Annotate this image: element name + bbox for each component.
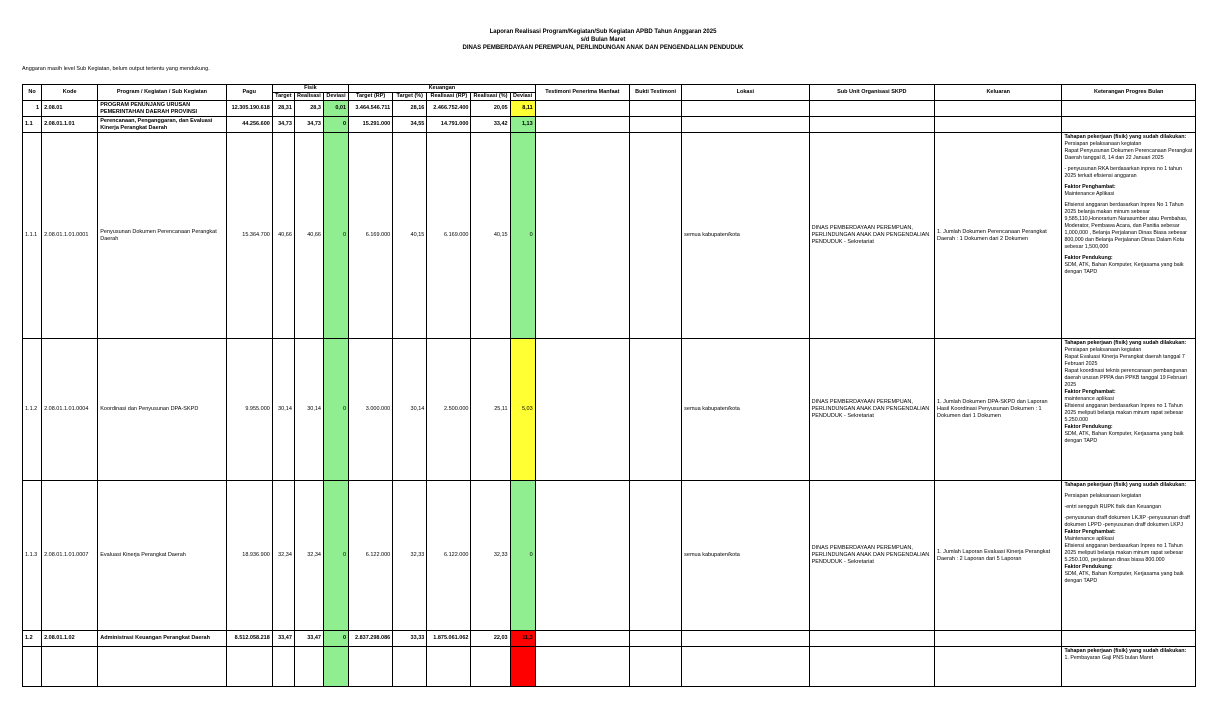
- cell-bukti: [630, 339, 682, 481]
- ket-line: SDM, ATK, Bahan Komputer, Kerjasama yang baik dengan TAPD: [1064, 431, 1184, 444]
- cell-keterangan: [1062, 101, 1196, 117]
- table-row: [23, 339, 1196, 481]
- cell-sub-unit: [809, 117, 934, 133]
- cell-bukti: [630, 631, 682, 647]
- cell-realisasi-pct: 25,11: [471, 339, 510, 481]
- cell-bukti: [630, 133, 682, 339]
- cell-bukti: [630, 101, 682, 117]
- cell-target-rp: 2.837.298.086: [349, 631, 393, 647]
- cell-testimoni: [535, 117, 629, 133]
- cell-keuangan-deviasi: 5,03: [510, 339, 535, 481]
- cell-keluaran: [935, 631, 1062, 647]
- table-row: [23, 647, 1196, 687]
- ket-line: -penyusunan draff dokumen LKJIP -penyusunan draff dokumen LPPD -penyusunan draff dokumen LKPJ: [1064, 515, 1190, 528]
- header-target-pct: Target (%): [393, 93, 427, 101]
- cell-keluaran: 1. Jumlah Laporan Evaluasi Kinerja Perangkat Daerah : 2 Laporan dari 5 Laporan: [935, 481, 1062, 631]
- cell-fisik-deviasi: 0,01: [323, 101, 348, 117]
- header-bukti: Bukti Testimoni: [630, 85, 682, 101]
- cell-lokasi: semua kabupaten/kota: [682, 481, 809, 631]
- cell-target-rp: 6.169.000: [349, 133, 393, 339]
- cell-target-pct: 33,33: [393, 631, 427, 647]
- ket-heading-tahapan: Tahapan pekerjaan (fisik) yang sudah dilakukan:: [1064, 648, 1187, 654]
- cell-target-rp: 6.122.000: [349, 481, 393, 631]
- cell-kode: 2.08.01.1.01.0001: [42, 133, 98, 339]
- table-row: [23, 481, 1196, 631]
- cell-realisasi-pct: 33,42: [471, 117, 510, 133]
- cell-lokasi: semua kabupaten/kota: [682, 339, 809, 481]
- cell-program: Penyusunan Dokumen Perencanaan Perangkat Daerah: [98, 133, 226, 339]
- header-fisik-target: Target: [272, 93, 294, 101]
- cell-no: 1.1.1: [23, 133, 42, 339]
- cell-keluaran: [935, 101, 1062, 117]
- table-row: [23, 631, 1196, 647]
- cell-keterangan: [1062, 339, 1196, 481]
- cell-fisik-target: 28,31: [272, 101, 294, 117]
- cell-realisasi-pct: 32,33: [471, 481, 510, 631]
- cell-fisik-deviasi: 0: [323, 339, 348, 481]
- ket-heading-pendukung: Faktor Pendukung:: [1064, 424, 1113, 430]
- cell-sub-unit: [809, 101, 934, 117]
- ket-heading-pendukung: Faktor Pendukung:: [1064, 564, 1113, 570]
- ket-line: Rapat Evaluasi Kinerja Perangkat daerah tanggal 7 Februari 2025: [1064, 354, 1185, 367]
- header-realisasi-pct: Realisasi (%): [471, 93, 510, 101]
- realisasi-table: [22, 84, 1196, 687]
- cell-fisik-target: 30,14: [272, 339, 294, 481]
- cell-realisasi-rp: 2.466.752.400: [427, 101, 471, 117]
- cell-target-rp: 3.464.546.711: [349, 101, 393, 117]
- cell-fisik-deviasi: 0: [323, 133, 348, 339]
- ket-line: SDM, ATK, Bahan Komputer, Kerjasama yang baik dengan TAPD: [1064, 571, 1184, 584]
- cell-sub-unit: DINAS PEMBERDAYAAN PEREMPUAN, PERLINDUNGAN ANAK DAN PENGENDALIAN PENDUDUK - Sekretariat: [809, 339, 934, 481]
- cell-testimoni: [535, 133, 629, 339]
- cell-keluaran: 1. Jumlah Dokumen Perencanaan Perangkat Daerah : 1 Dokumen dari 2 Dokumen: [935, 133, 1062, 339]
- cell-testimoni: [535, 481, 629, 631]
- ket-heading-penghambat: Faktor Penghambat:: [1064, 184, 1116, 190]
- header-lokasi: Lokasi: [682, 85, 809, 101]
- cell-realisasi-pct: 40,15: [471, 133, 510, 339]
- cell-bukti: [630, 481, 682, 631]
- header-keuangan: Keuangan: [349, 85, 536, 93]
- cell-pagu: 8.512.058.218: [226, 631, 272, 647]
- cell-sub-unit: DINAS PEMBERDAYAAN PEREMPUAN, PERLINDUNGAN ANAK DAN PENGENDALIAN PENDUDUK - Sekretariat: [809, 133, 934, 339]
- cell-pagu: 18.936.900: [226, 481, 272, 631]
- cell-kode: 2.08.01.1.01.0007: [42, 481, 98, 631]
- ket-line: - penyusunan RKA berdasarkan inpres no 1 tahun 2025 terkait efisiensi anggaran: [1064, 166, 1182, 179]
- cell-pagu: 15.364.700: [226, 133, 272, 339]
- cell-program: PROGRAM PENUNJANG URUSAN PEMERINTAHAN DAERAH PROVINSI: [98, 101, 226, 117]
- cell-target-pct: 32,33: [393, 481, 427, 631]
- header-realisasi-rp: Realisasi (RP): [427, 93, 471, 101]
- cell-testimoni: [535, 631, 629, 647]
- cell-lokasi: [682, 631, 809, 647]
- ket-line: Rapat Penyusunan Dokumen Perencanaan Perangkat Daerah tanggal 8, 14 dan 22 Januari 2025: [1064, 148, 1193, 161]
- ket-line: Rapat koordinasi teknis perencanaan pembangunan daerah urusan PPPA dan PPKB tanggal 19 Februari 2025: [1064, 368, 1188, 388]
- header-testimoni: Testimoni Penerima Manfaat: [535, 85, 629, 101]
- cell-realisasi-rp: 14.791.000: [427, 117, 471, 133]
- cell-keterangan: [1062, 647, 1196, 687]
- cell-program: Perencanaan, Penganggaran, dan Evaluasi Kinerja Perangkat Daerah: [98, 117, 226, 133]
- cell-target-rp: 3.000.000: [349, 339, 393, 481]
- header-target-rp: Target (RP): [349, 93, 393, 101]
- cell-realisasi-pct: 20,05: [471, 101, 510, 117]
- cell-no: 1.1.3: [23, 481, 42, 631]
- ket-line: SDM, ATK, Bahan Komputer, Kerjasama yang baik dengan TAPD: [1064, 262, 1184, 275]
- table-row: [23, 101, 1196, 117]
- ket-heading-tahapan: Tahapan pekerjaan (fisik) yang sudah dilakukan:: [1064, 134, 1187, 140]
- cell-target-pct: 40,15: [393, 133, 427, 339]
- table-row: [23, 117, 1196, 133]
- title-line-1: Laporan Realisasi Program/Kegiatan/Sub Kegiatan APBD Tahun Anggaran 2025: [489, 29, 717, 35]
- cell-program: Administrasi Keuangan Perangkat Daerah: [98, 631, 226, 647]
- cell-realisasi-pct: 22,03: [471, 631, 510, 647]
- ket-line: Persiapan pelaksanaan kegiatan: [1064, 347, 1142, 353]
- cell-target-pct: 30,14: [393, 339, 427, 481]
- ket-line: Efisiensi anggaran berdasarkan Inpres No 1 Tahun 2025 belanja makan minum sebesar 9,585,110,Honorarium Narasumber atau Pembahas, Moderator, Pembawa Acara, dan Panitia sebesar 1,000,000 , Belanja Perjalanan Dinas Biasa sebesar 800,000 dan Belanja Perjalanan Dinas Dalam Kota sebesar 1,500,000: [1064, 202, 1188, 250]
- cell-lokasi: [682, 101, 809, 117]
- cell-pagu: 9.955.000: [226, 339, 272, 481]
- cell-keluaran: 1. Jumlah Dokumen DPA-SKPD dan Laporan Hasil Koordinasi Penyusunan Dokumen : 1 Dokumen dari 1 Dokumen: [935, 339, 1062, 481]
- cell-fisik-realisasi: 40,66: [294, 133, 323, 339]
- cell-no: 1: [23, 101, 42, 117]
- header-program: Program / Kegiatan / Sub Kegiatan: [98, 85, 226, 101]
- header-fisik-deviasi: Deviasi: [323, 93, 348, 101]
- ket-line: Maintenance Aplikasi: [1064, 191, 1115, 197]
- cell-fisik-deviasi: 0: [323, 481, 348, 631]
- ket-heading-tahapan: Tahapan pekerjaan (fisik) yang sudah dilakukan:: [1064, 340, 1187, 346]
- header-kode: Kode: [42, 85, 98, 101]
- title-line-3: DINAS PEMBERDAYAAN PEREMPUAN, PERLINDUNGAN ANAK DAN PENGENDALIAN PENDUDUK: [462, 45, 744, 51]
- cell-fisik-realisasi: 30,14: [294, 339, 323, 481]
- table-row: [23, 133, 1196, 339]
- cell-keuangan-deviasi: 11,3: [510, 631, 535, 647]
- header-fisik: Fisik: [272, 85, 348, 93]
- header-pagu: Pagu: [226, 85, 272, 101]
- cell-lokasi: [682, 117, 809, 133]
- cell-keuangan-deviasi: 0: [510, 481, 535, 631]
- ket-line: 1. Pembayaran Gaji PNS bulan Maret: [1064, 655, 1154, 661]
- report-note: Anggaran masih level Sub Kegiatan, belum output tertentu yang mendukung.: [22, 66, 210, 72]
- header-keuangan-deviasi: Deviasi: [510, 93, 535, 101]
- cell-fisik-realisasi: 33,47: [294, 631, 323, 647]
- cell-realisasi-rp: 1.875.061.062: [427, 631, 471, 647]
- header-no: No: [23, 85, 42, 101]
- cell-fisik-deviasi: 0: [323, 117, 348, 133]
- ket-heading-tahapan: Tahapan pekerjaan (fisik) yang sudah dilakukan:: [1064, 482, 1187, 488]
- cell-lokasi: semua kabupaten/kota: [682, 133, 809, 339]
- cell-keterangan: [1062, 133, 1196, 339]
- cell-pagu: 44.256.600: [226, 117, 272, 133]
- cell-bukti: [630, 117, 682, 133]
- cell-keuangan-deviasi: 1,13: [510, 117, 535, 133]
- cell-pagu: 12.305.190.618: [226, 101, 272, 117]
- cell-keterangan: [1062, 117, 1196, 133]
- cell-no: 1.1: [23, 117, 42, 133]
- ket-line: Persiapan pelaksanaan kegiatan: [1064, 493, 1142, 499]
- cell-kode: 2.08.01.1.02: [42, 631, 98, 647]
- cell-kode: 2.08.01.1.01: [42, 117, 98, 133]
- ket-line: maintenance aplikasi: [1064, 396, 1114, 402]
- cell-fisik-realisasi: 28,3: [294, 101, 323, 117]
- cell-fisik-target: 33,47: [272, 631, 294, 647]
- cell-testimoni: [535, 339, 629, 481]
- ket-heading-penghambat: Faktor Penghambat:: [1064, 389, 1116, 395]
- cell-fisik-deviasi: 0: [323, 631, 348, 647]
- ket-heading-penghambat: Faktor Penghambat:: [1064, 529, 1116, 535]
- ket-line: Efisiensi anggaran berdasarkan Inpres no 1 Tahun 2025 meliputi belanja makan minum rapat sebesar 5.250.000: [1064, 403, 1184, 423]
- cell-no: 1.2: [23, 631, 42, 647]
- cell-keterangan: [1062, 481, 1196, 631]
- cell-realisasi-rp: 6.122.000: [427, 481, 471, 631]
- cell-target-pct: 28,16: [393, 101, 427, 117]
- cell-program: Koordinasi dan Penyusunan DPA-SKPD: [98, 339, 226, 481]
- cell-kode: 2.08.01.1.01.0004: [42, 339, 98, 481]
- ket-line: Efisiensi anggaran berdasarkan Inpres no 1 Tahun 2025 meliputi belanja makan minum rapat sebesar 5.250.100, perjalanan dinas biasa 800.000: [1064, 543, 1184, 563]
- cell-realisasi-rp: 2.500.000: [427, 339, 471, 481]
- cell-realisasi-rp: 6.169.000: [427, 133, 471, 339]
- cell-keuangan-deviasi: 8,11: [510, 101, 535, 117]
- ket-line: -entri sengguh RUPK fisik dan Keuangan: [1064, 504, 1162, 510]
- cell-sub-unit: DINAS PEMBERDAYAAN PEREMPUAN, PERLINDUNGAN ANAK DAN PENGENDALIAN PENDUDUK - Sekretariat: [809, 481, 934, 631]
- cell-fisik-target: 32,34: [272, 481, 294, 631]
- cell-keluaran: [935, 117, 1062, 133]
- cell-keuangan-deviasi: 0: [510, 133, 535, 339]
- cell-target-pct: 34,55: [393, 117, 427, 133]
- title-line-2: s/d Bulan Maret: [580, 37, 626, 43]
- report-title: [0, 28, 1206, 52]
- header-keterangan: Keterangan Progres Bulan: [1062, 85, 1196, 101]
- cell-fisik-realisasi: 34,73: [294, 117, 323, 133]
- cell-kode: 2.08.01: [42, 101, 98, 117]
- cell-testimoni: [535, 101, 629, 117]
- cell-target-rp: 15.291.000: [349, 117, 393, 133]
- cell-no: 1.1.2: [23, 339, 42, 481]
- cell-fisik-realisasi: 32,34: [294, 481, 323, 631]
- ket-heading-pendukung: Faktor Pendukung:: [1064, 255, 1113, 261]
- ket-line: Persiapan pelaksanaan kegiatan: [1064, 141, 1142, 147]
- cell-keterangan: [1062, 631, 1196, 647]
- cell-fisik-target: 34,73: [272, 117, 294, 133]
- header-keluaran: Keluaran: [935, 85, 1062, 101]
- header-sub-unit: Sub Unit Organisasi SKPD: [809, 85, 934, 101]
- header-fisik-realisasi: Realisasi: [294, 93, 323, 101]
- cell-sub-unit: [809, 631, 934, 647]
- cell-program: Evaluasi Kinerja Perangkat Daerah: [98, 481, 226, 631]
- cell-fisik-target: 40,66: [272, 133, 294, 339]
- ket-line: Maintenance aplikasi: [1064, 536, 1114, 542]
